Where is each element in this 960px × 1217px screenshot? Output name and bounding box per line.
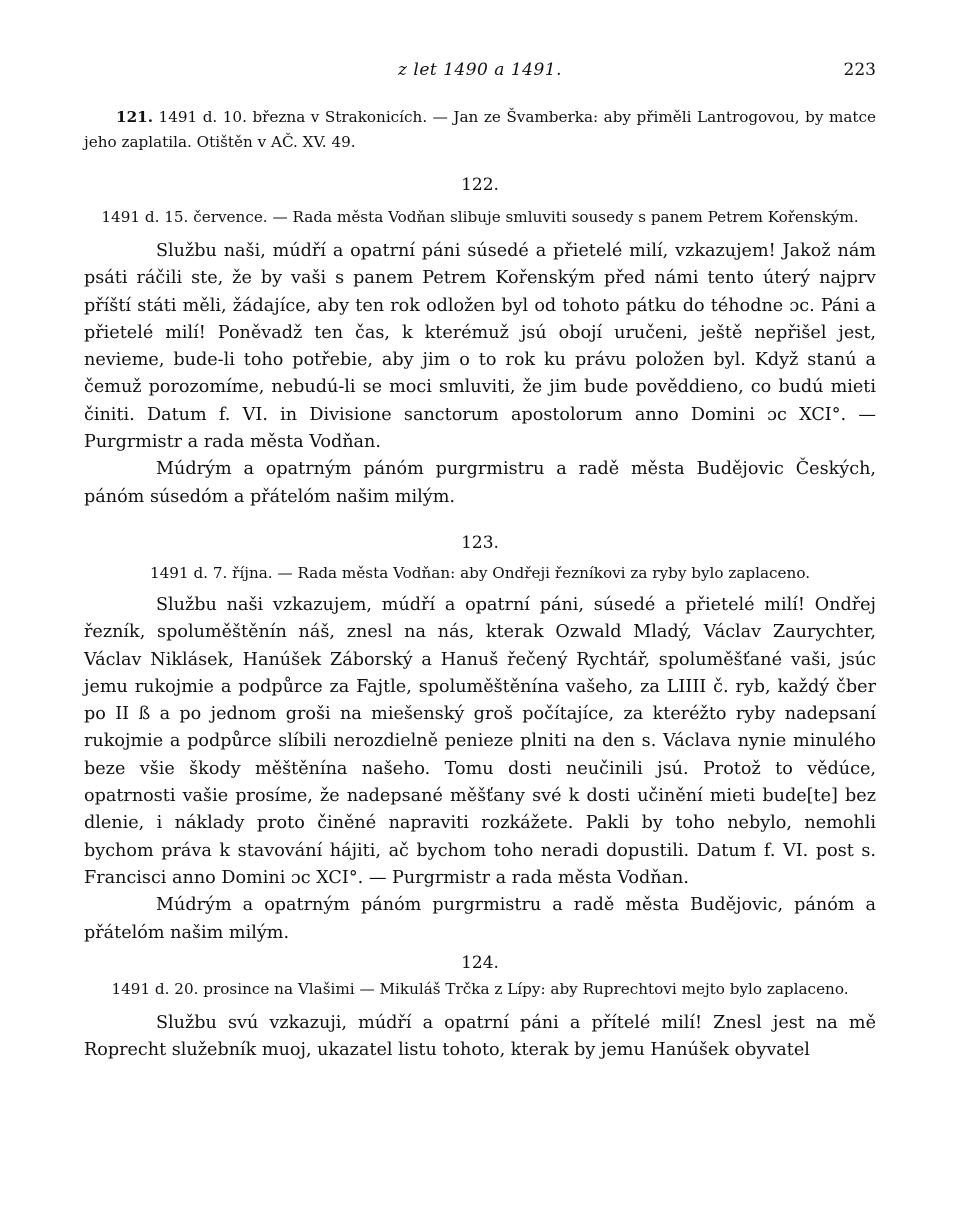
letter-text-123: Službu naši vzkazujem, múdří a opatrní páni, súsedé a přietelé milí! Ondřej řezník, spoluměštěnín náš, znesl na nás, kterak Ozwald Mladý, Václav Zaurychter, Václav Niklásek, Hanúšek Záborský a Hanuš řečený Rychtář, spoluměšťané vaši, jsúc jemu rukojmie a podpůrce za Fajtle, spoluměštěnína vašeho, za LIIII č. ryb, každý čber po II ß a po jednom groši na miešenský groš počítajíce, za kteréžto ryby nadepsaní rukojmie a podpůrce slíbili nerozdielně penieze plniti na den s. Václava nynie minulého beze všie škody měštěnína našeho. Tomu dosti neučinili jsú. Protož to vědúce, opatrnosti vašie prosíme, že nadepsané měšťany své k dosti učinění mieti bude[te] bez dlenie, i náklady proto činěné napraviti rozkážete. Pakli by toho nebylo, nemohli bychom práva k stavování hájiti, ač bychom toho neradi dopustili. Datum f. VI. post s. Francisci anno Domini ɔc XCI°. — Purgrmistr a rada města Vodňan. xyxy=(84,594,876,888)
page-content xyxy=(84,105,876,1064)
running-title: z let 1490 a 1491. xyxy=(398,60,562,80)
page-header xyxy=(84,60,876,90)
doc-number-123: 123. xyxy=(461,532,499,553)
regest-121-text: 1491 d. 10. března v Strakonicích. — Jan ze Švamberka: aby přiměli Lantrogovou, by matce jeho zaplatila. Otištěn v AČ. XV. 49. xyxy=(84,108,876,151)
letter-text-124: Službu svú vzkazuji, múdří a opatrní páni a přítelé milí! Znesl jest na mě Roprecht služebník muoj, ukazatel listu tohoto, kterak by jemu Hanúšek obyvatel xyxy=(84,1012,876,1061)
address-122: Múdrým a opatrným pánóm purgrmistru a radě města Budějovic Českých, pánóm súsedóm a přátelóm našim milým. xyxy=(84,459,876,507)
regest-121 xyxy=(84,105,876,155)
doc-number-122: 122. xyxy=(461,175,499,195)
doc-number-121: 121. xyxy=(116,108,153,126)
regest-122: 1491 d. 15. července. — Rada města Vodňan slibuje smluviti sousedy s panem Petrem Kořenským. xyxy=(101,208,859,226)
regest-123: 1491 d. 7. října. — Rada města Vodňan: aby Ondřeji řezníkovi za ryby bylo zaplaceno. xyxy=(149,563,811,582)
doc-number-124: 124. xyxy=(461,952,499,973)
regest-124: 1491 d. 20. prosince na Vlašimi — Mikuláš Trčka z Lípy: aby Ruprechtovi mejto bylo zaplaceno. xyxy=(111,979,849,998)
page-number: 223 xyxy=(843,60,876,80)
letter-text-122: Službu naši, múdří a opatrní páni súsedé a přietelé milí, vzkazujem! Jakož nám psáti ráčili ste, že by vaši s panem Petrem Kořenským před námi tento úterý najprv příští státi měli, žádajíce, aby ten rok odložen byl od tohoto pátku do téhodne ɔc. Páni a přietelé milí! Poněvadž ten čas, k kterémuž jsú obojí uručeni, ještě nepřišel jest, nevieme, bude-li toho potřebie, aby jim o to rok ku právu položen byl. Když stanú a čemuž porozomíme, nebudú-li se moci smluviti, že jim bude pověddieno, co budú mieti činiti. Datum f. VI. in Divisione sanctorum apostolorum anno Domini ɔc XCI°. — Purgrmistr a rada města Vodňan. xyxy=(84,241,876,453)
address-123: Múdrým a opatrným pánóm purgrmistru a radě města Budějovic, pánóm a přátelóm našim milým. xyxy=(84,895,876,943)
